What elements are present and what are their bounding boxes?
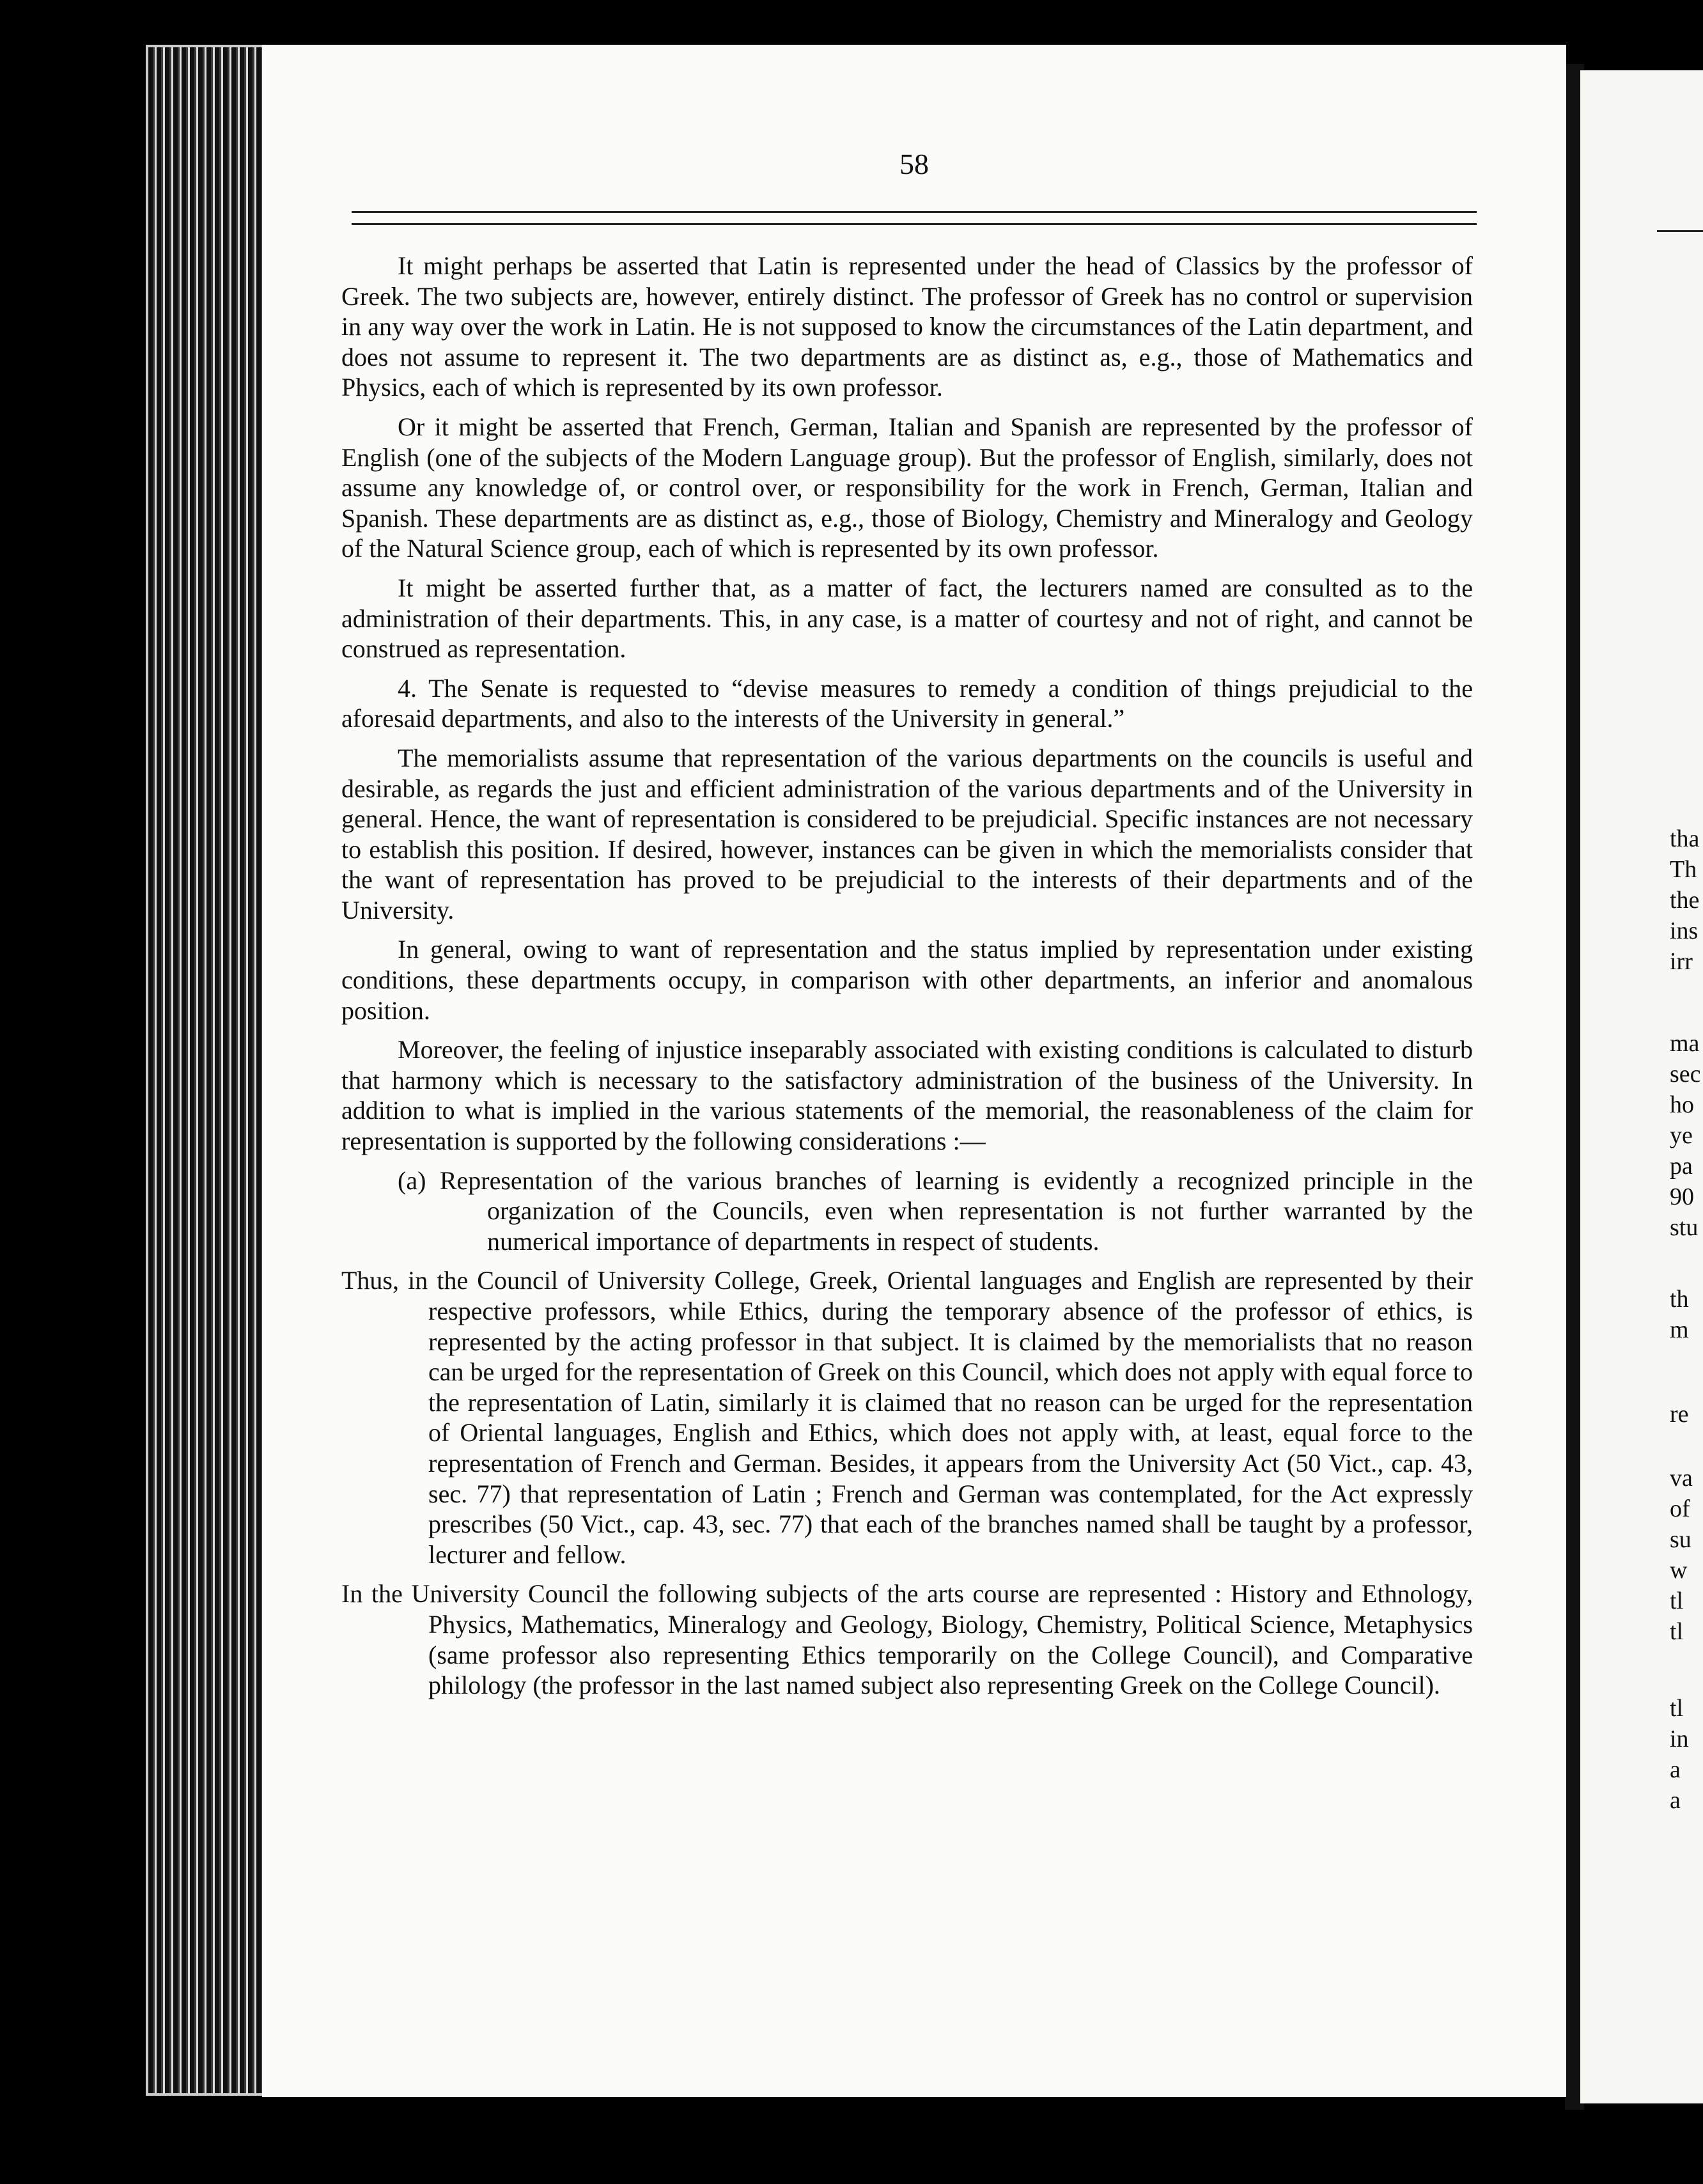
facing-fragment: tl — [1670, 1695, 1684, 1722]
facing-fragment: stu — [1670, 1214, 1699, 1241]
paragraph-senate-request: 4. The Senate is requested to “devise measures to remedy a condition of things prejudicial to the aforesaid departments, and also to the interests of the University in general.” — [341, 673, 1473, 733]
facing-fragment: of — [1670, 1495, 1690, 1522]
facing-fragment: ho — [1670, 1091, 1694, 1118]
paragraph-modern-languages: Or it might be asserted that French, German, Italian and Spanish are represented by the professor of English (one of the subjects of the Modern Language group). But the professor of English, similarly, does not assume any knowledge of, or control over, or responsibility for the work in French, German, Italian and Spanish. These departments are as distinct as, e.g., those of Biology, Chemistry and Mineralogy and Geology of the Natural Science group, each of which is represented by its own professor. — [341, 412, 1473, 563]
facing-fragment: su — [1670, 1526, 1691, 1553]
facing-fragment: ye — [1670, 1122, 1693, 1149]
facing-fragment: tl — [1670, 1587, 1684, 1614]
facing-fragment: sec — [1670, 1061, 1701, 1088]
header-rule — [352, 211, 1477, 225]
facing-fragment: m — [1670, 1316, 1689, 1343]
facing-fragment: the — [1670, 887, 1700, 914]
list-item-a: (a) Representation of the various branches of learning is evidently a recognized principle in the organization of the Councils, even when representation is not further warranted by the numerical importance of departments in respect of students. — [398, 1166, 1473, 1256]
facing-fragment: w — [1670, 1557, 1688, 1584]
facing-fragment: th — [1670, 1286, 1689, 1313]
facing-fragment: va — [1670, 1465, 1693, 1492]
facing-page — [1580, 70, 1703, 2103]
facing-fragment: pa — [1670, 1153, 1693, 1180]
facing-fragment: tl — [1670, 1618, 1684, 1645]
facing-fragment: irr — [1670, 948, 1693, 975]
facing-fragment: a — [1670, 1756, 1681, 1783]
paragraph-feeling-of-injustice: Moreover, the feeling of injustice inseparably associated with existing conditions is calculated to disturb that harmony which is necessary to the satisfactory administration of the business of the University. In addition to what is implied in the various statements of the memorial, the reasonableness of the claim for representation is supported by the following considerations :— — [341, 1035, 1473, 1156]
paragraph-college-council: Thus, in the Council of University College, Greek, Oriental languages and English are represented by their respective professors, while Ethics, during the temporary absence of the professor of ethics, is represented by the acting professor in that subject. It is claimed by the memorialists that no reason can be urged for the representation of Greek on this Council, which does not apply with equal force to the representation of Latin, similarly it is claimed that no reason can be urged for the representation of Oriental languages, English and Ethics, which does not apply with, at least, equal force to the representation of French and German. Besides, it appears from the University Act (50 Vict., cap. 43, sec. 77) that representation of Latin ; French and German was contemplated, for the Act expressly prescribes (50 Vict., cap. 43, sec. 77) that each of the branches named shall be taught by a professor, lecturer and fellow. — [341, 1266, 1473, 1569]
facing-fragment: 90 — [1670, 1183, 1694, 1210]
page-body — [341, 251, 1473, 1710]
facing-fragment: ins — [1670, 917, 1699, 944]
page-number: 58 — [899, 148, 929, 180]
facing-fragment: Th — [1670, 856, 1697, 883]
document-page — [262, 45, 1566, 2097]
facing-fragment: re — [1670, 1401, 1689, 1428]
paragraph-lecturers-consulted: It might be asserted further that, as a matter of fact, the lecturers named are consulted as to the administration of their departments. This, in any case, is a matter of courtesy and not of right, and cannot be construed as representation. — [341, 573, 1473, 664]
facing-fragment: tha — [1670, 825, 1700, 852]
paragraph-general-position: In general, owing to want of representation and the status implied by representation under existing conditions, these departments occupy, in comparison with other departments, an inferior and anomalous position. — [341, 935, 1473, 1025]
facing-fragment: a — [1670, 1787, 1681, 1814]
facing-fragment: in — [1670, 1726, 1689, 1752]
paragraph-memorialists-assume: The memorialists assume that representation of the various departments on the councils is useful and desirable, as regards the just and efficient administration of the various departments and of the University in general. Hence, the want of representation is considered to be prejudicial. Specific instances are not necessary to establish this position. If desired, however, instances can be given in which the memorialists consider that the want of representation has proved to be prejudicial to the interests of their departments and of the University. — [341, 743, 1473, 924]
book-page-edges — [146, 45, 279, 2096]
facing-fragment: ma — [1670, 1030, 1700, 1057]
paragraph-latin-classics: It might perhaps be asserted that Latin is represented under the head of Classics by the professor of Greek. The two subjects are, however, entirely distinct. The professor of Greek has no control or supervision in any way over the work in Latin. He is not supposed to know the circumstances of the Latin department, and does not assume to represent it. The two departments are as distinct as, e.g., those of Mathematics and Physics, each of which is represented by its own professor. — [341, 251, 1473, 402]
facing-page-rule — [1657, 230, 1703, 232]
paragraph-university-council: In the University Council the following subjects of the arts course are represented : History and Ethnology, Physics, Mathematics, Mineralogy and Geology, Biology, Chemistry, Political Science, Metaphysics (same professor also representing Ethics temporarily on the College Council), and Comparative philology (the professor in the last named subject also representing Greek on the College Council). — [341, 1579, 1473, 1700]
